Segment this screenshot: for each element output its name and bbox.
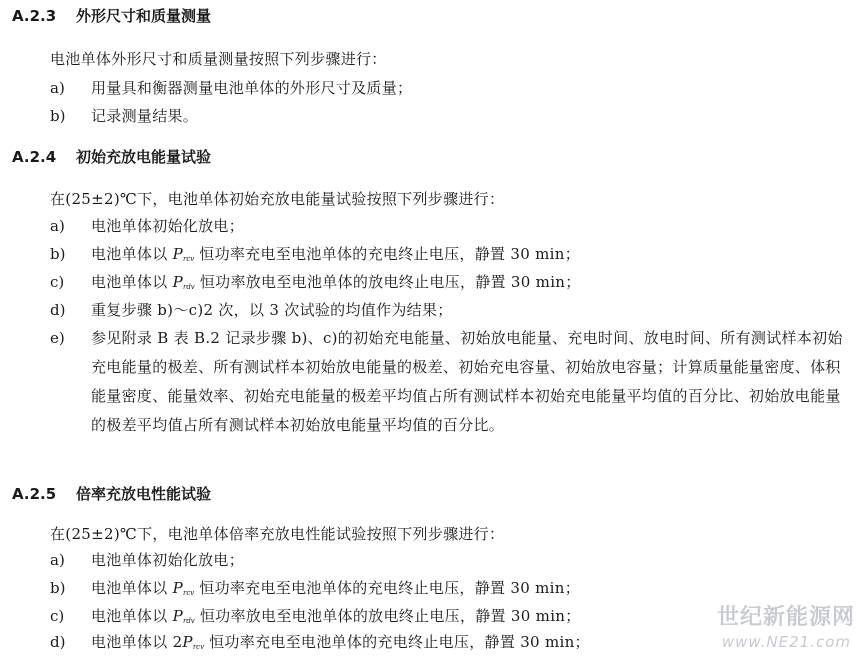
- list-item: [50, 296, 843, 325]
- list-item: [50, 212, 843, 241]
- section-intro: 电池单体外形尺寸和质量测量按照下列步骤进行：: [50, 50, 387, 68]
- item-text-post: 恒功率放电至电池单体的放电终止电压，静置 30 min；: [194, 273, 581, 291]
- item-label: b): [50, 107, 66, 125]
- section-number: A.2.5: [12, 485, 57, 503]
- section-number: A.2.4: [12, 148, 57, 166]
- item-label: d): [50, 301, 66, 319]
- item-label: b): [50, 579, 66, 597]
- item-text-post: 恒功率充电至电池单体的充电终止电压，静置 30 min；: [194, 245, 580, 263]
- item-text-pre: 电池单体以: [91, 245, 173, 263]
- item-label: a): [50, 79, 65, 97]
- section-intro: 在(25±2)℃下，电池单体初始充放电能量试验按照下列步骤进行：: [50, 190, 505, 208]
- item-text-post: 恒功率充电至电池单体的充电终止电压，静置 30 min；: [194, 579, 580, 597]
- item-text: 重复步骤 b)～c)2 次，以 3 次试验的均值作为结果；: [91, 301, 453, 319]
- power-symbol: P: [182, 633, 193, 651]
- item-text-pre: 电池单体以: [91, 607, 173, 625]
- list-item: [50, 74, 843, 103]
- item-label: d): [50, 633, 66, 651]
- item-label: c): [50, 273, 65, 291]
- item-text-post: 恒功率放电至电池单体的放电终止电压，静置 30 min；: [194, 607, 581, 625]
- section-title: 外形尺寸和质量测量: [76, 7, 212, 25]
- item-text: 电池单体初始化放电；: [91, 217, 245, 235]
- item-label: a): [50, 217, 65, 235]
- item-text-pre: 电池单体以: [91, 579, 173, 597]
- section-number: A.2.3: [12, 7, 57, 25]
- item-text: 电池单体初始化放电；: [91, 551, 245, 569]
- list-item: [50, 102, 843, 131]
- power-symbol: P: [172, 607, 183, 625]
- item-text-post: 恒功率充电至电池单体的充电终止电压，静置 30 min；: [204, 633, 590, 651]
- power-symbol: P: [172, 579, 183, 597]
- item-label: a): [50, 551, 65, 569]
- item-label: b): [50, 245, 66, 263]
- list-item: [50, 324, 843, 440]
- section-heading-a25: [12, 484, 211, 504]
- list-item: [50, 546, 843, 575]
- power-subscript: rdv: [182, 617, 195, 625]
- power-subscript: rcv: [182, 589, 195, 597]
- section-title: 初始充放电能量试验: [76, 148, 212, 166]
- item-label: c): [50, 607, 65, 625]
- watermark-logo: 世纪新能源网: [716, 605, 855, 630]
- item-text: 用量具和衡器测量电池单体的外形尺寸及质量；: [91, 79, 413, 97]
- item-label: e): [50, 329, 65, 347]
- power-symbol: P: [172, 245, 183, 263]
- item-text: 记录测量结果。: [91, 107, 199, 125]
- item-text: 参见附录 B 表 B.2 记录步骤 b)、c)的初始充电能量、初始放电能量、充电时间、放电时间、所有测试样本初始充电能量的极差、所有测试样本初始放电能量的极差、初始充电容量、初始放电容量；计算质量能量密度、体积能量密度、能量效率、初始充电能量的极差平均值占所有测试样本初始充电能量平均值的百分比、初始放电能量的极差平均值占所有测试样本初始放电能量平均值的百分比。: [91, 329, 843, 434]
- item-text-pre: 电池单体以 2: [91, 633, 183, 651]
- item-text-pre: 电池单体以: [91, 273, 173, 291]
- watermark-url: www.NE21.com: [721, 633, 851, 651]
- section-intro: 在(25±2)℃下，电池单体倍率充放电性能试验按照下列步骤进行：: [50, 525, 505, 543]
- section-title: 倍率充放电性能试验: [76, 485, 212, 503]
- power-symbol: P: [172, 273, 183, 291]
- power-subscript: rcv: [182, 255, 195, 263]
- power-subscript: rcv: [192, 643, 205, 651]
- section-heading-a24: [12, 147, 211, 167]
- power-subscript: rdv: [182, 283, 195, 291]
- section-heading-a23: [12, 6, 211, 26]
